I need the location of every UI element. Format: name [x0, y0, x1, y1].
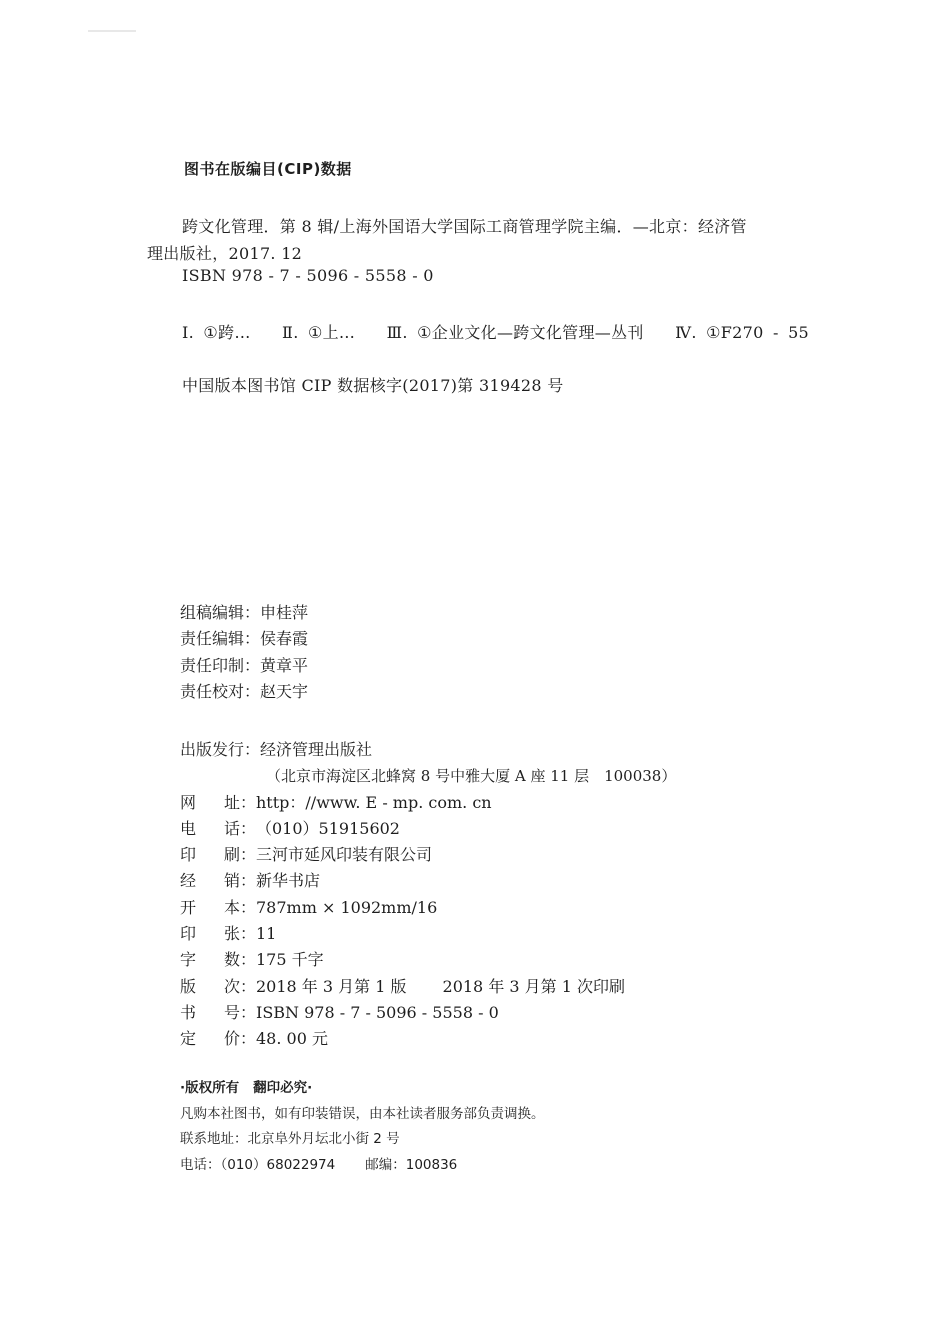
cip-heading: 图书在版编目(CIP)数据: [184, 160, 352, 178]
staff-list: [180, 600, 308, 705]
pub-row-sheets: 印 张： 11: [180, 924, 277, 944]
pub-row-phone: 电 话： （010）51915602: [180, 818, 400, 838]
pub-printer: 三河市延风印装有限公司: [256, 845, 433, 865]
pub-sheets: 11: [256, 924, 277, 944]
copyright-notice: [180, 1076, 545, 1178]
pub-row-format: 开 本： 787mm × 1092mm/16: [180, 897, 438, 917]
cip-title-line-2: 理出版社，2017. 12: [147, 244, 303, 263]
cip-check-number: 中国版本图书馆 CIP 数据核字(2017)第 319428 号: [182, 376, 564, 395]
notice-phone: 电话：（010）68022974: [180, 1156, 336, 1173]
pub-row-distributor: 经 销： 新华书店: [180, 871, 321, 891]
pub-row-wordcount: 字 数： 175 千字: [180, 950, 324, 970]
pub-publisher-label: 出版发行：: [180, 740, 261, 759]
cip-class-4: Ⅳ. ①F270 - 55: [675, 323, 810, 342]
cip-class-2: Ⅱ. ①上…: [282, 323, 356, 342]
pub-address: （北京市海淀区北蜂窝 8 号中雅大厦 A 座 11 层 100038）: [266, 767, 677, 786]
publication-details: [180, 737, 676, 1053]
cip-class-1: Ⅰ. ①跨…: [182, 323, 251, 342]
pub-price: 48. 00 元: [256, 1029, 328, 1049]
pub-publisher: [180, 737, 676, 763]
pub-row-isbn: 书 号： ISBN 978 - 7 - 5096 - 5558 - 0: [180, 1002, 499, 1022]
pub-website: http：//www. E - mp. com. cn: [256, 792, 492, 812]
pub-row-edition: 版 次： 2018 年 3 月第 1 版 2018 年 3 月第 1 次印刷: [180, 976, 626, 996]
staff-print-supervisor: 责任印制：黄章平: [180, 655, 309, 675]
pub-row-printer: 印 刷： 三河市延风印装有限公司: [180, 845, 433, 865]
pub-distributor: 新华书店: [256, 871, 321, 891]
pub-isbn: ISBN 978 - 7 - 5096 - 5558 - 0: [256, 1002, 499, 1022]
pub-row-price: 定 价： 48. 00 元: [180, 1029, 328, 1049]
notice-address: 联系地址：北京阜外月坛北小街 2 号: [180, 1131, 400, 1147]
pub-row-website: 网 址： http：//www. E - mp. com. cn: [180, 792, 492, 812]
pub-printing: 2018 年 3 月第 1 次印刷: [442, 976, 626, 996]
cip-isbn: ISBN 978 - 7 - 5096 - 5558 - 0: [182, 266, 434, 285]
staff-proofreader: 责任校对：赵天宇: [180, 681, 309, 701]
pub-phone: （010）51915602: [256, 818, 400, 838]
notice-contact: [180, 1153, 545, 1179]
pub-edition: 2018 年 3 月第 1 版: [256, 976, 407, 996]
pub-wordcount: 175 千字: [256, 950, 324, 970]
notice-postcode: 邮编：100836: [365, 1156, 458, 1173]
scan-mark: [88, 30, 136, 32]
cip-title-line-1: 跨文化管理．第 8 辑/上海外国语大学国际工商管理学院主编．—北京：经济管: [182, 217, 747, 236]
pub-format: 787mm × 1092mm/16: [256, 897, 438, 917]
staff-acquisitions-editor: 组稿编辑：申桂萍: [180, 603, 309, 622]
staff-responsible-editor: 责任编辑：侯春霞: [180, 629, 309, 649]
notice-exchange-policy: 凡购本社图书，如有印装错误，由本社读者服务部负责调换。: [180, 1105, 545, 1122]
pub-publisher-value: 经济管理出版社: [260, 740, 373, 759]
notice-heading: ·版权所有 翻印必究·: [180, 1080, 313, 1096]
cip-classification: [182, 320, 809, 343]
cip-class-3: Ⅲ. ①企业文化—跨文化管理—丛刊: [386, 323, 644, 342]
